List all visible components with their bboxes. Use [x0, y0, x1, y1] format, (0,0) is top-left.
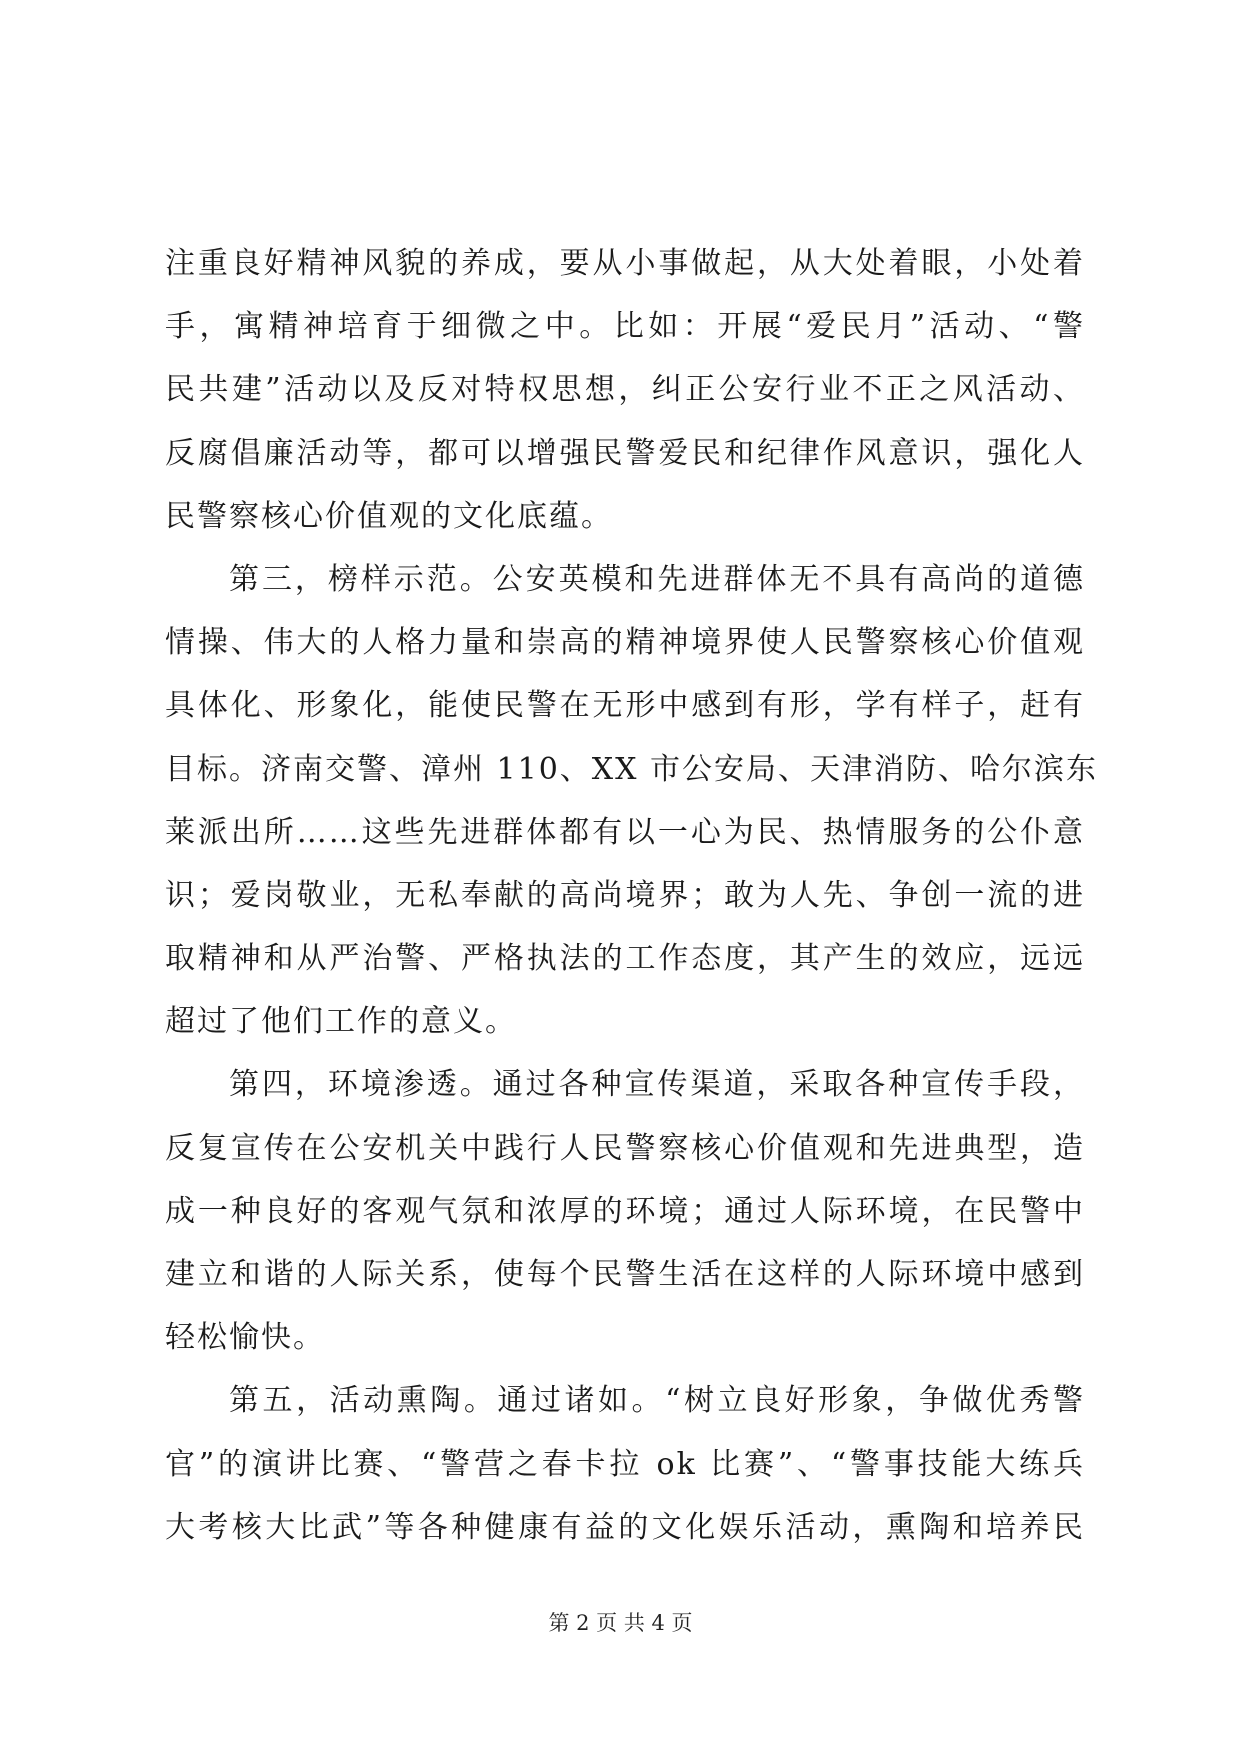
text-line: 超过了他们工作的意义。: [165, 1004, 517, 1040]
text-line: 成一种良好的客观气氛和浓厚的环境；通过人际环境，在民警中: [165, 1193, 1085, 1229]
text-line: 反腐倡廉活动等，都可以增强民警爱民和纪律作风意识，强化人: [165, 435, 1085, 471]
text-line: 注重良好精神风貌的养成，要从小事做起，从大处着眼，小处着: [165, 246, 1085, 281]
paragraph-start-line: 第四，环境渗透。通过各种宣传渠道，采取各种宣传手段，: [229, 1067, 1085, 1103]
text-line: 建立和谐的人际关系，使每个民警生活在这样的人际环境中感到: [165, 1257, 1085, 1292]
text-line: 民警察核心价值观的文化底蕴。: [165, 498, 613, 534]
paragraph-start-line: 第五，活动熏陶。通过诸如。“树立良好形象，争做优秀警: [229, 1383, 1085, 1419]
text-line: 识；爱岗敬业，无私奉献的高尚境界；敢为人先、争创一流的进: [165, 877, 1085, 913]
text-line: 目标。济南交警、漳州 110、XX 市公安局、天津消防、哈尔滨东: [165, 751, 1099, 787]
text-line: 官”的演讲比赛、“警营之春卡拉 ok 比赛”、“警事技能大练兵: [165, 1446, 1085, 1482]
text-line: 民共建”活动以及反对特权思想，纠正公安行业不正之风活动、: [165, 372, 1085, 408]
text-line: 莱派出所……这些先进群体都有以一心为民、热情服务的公仆意: [165, 814, 1085, 850]
text-line: 轻松愉快。: [165, 1320, 325, 1356]
page-number-footer: 第 2 页 共 4 页: [548, 1611, 693, 1635]
text-line: 情操、伟大的人格力量和崇高的精神境界使人民警察核心价值观: [165, 625, 1085, 661]
text-line: 具体化、形象化，能使民警在无形中感到有形，学有样子，赶有: [165, 688, 1085, 724]
text-line: 反复宣传在公安机关中践行人民警察核心价值观和先进典型，造: [165, 1130, 1085, 1166]
text-line: 取精神和从严治警、严格执法的工作态度，其产生的效应，远远: [165, 941, 1085, 977]
text-line: 大考核大比武”等各种健康有益的文化娱乐活动，熏陶和培养民: [165, 1509, 1085, 1545]
paragraph-start-line: 第三，榜样示范。公安英模和先进群体无不具有高尚的道德: [229, 561, 1085, 597]
text-line: 手，寓精神培育于细微之中。比如：开展“爱民月”活动、“警: [165, 309, 1085, 345]
document-body: [165, 232, 1099, 1559]
